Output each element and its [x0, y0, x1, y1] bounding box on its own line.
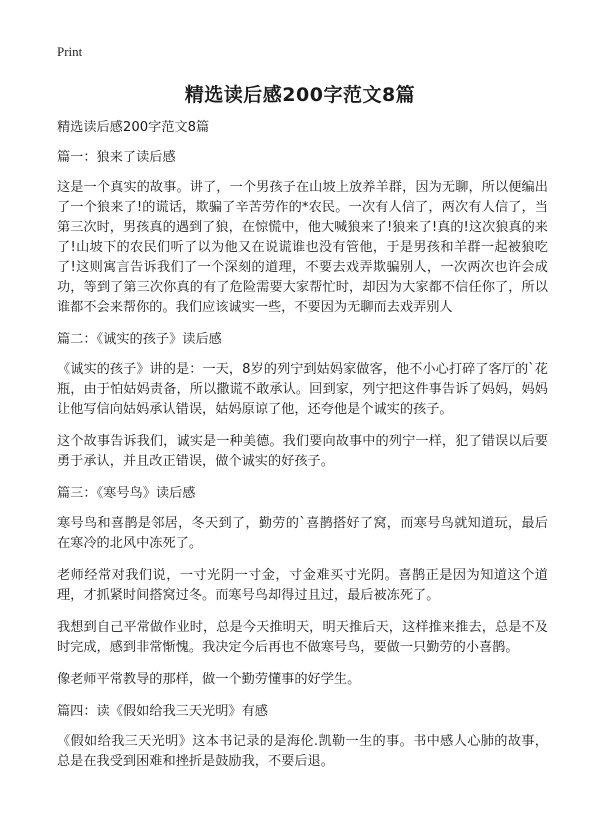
section-4-heading: 篇四：读《假如给我三天光明》有感 — [57, 704, 268, 719]
document-body — [57, 118, 548, 784]
section-2-paragraph: 这个故事告诉我们，诚实是一种美德。我们要向故事中的列宁一样，犯了错误以后要勇于承认，并且改正错误，做个诚实的好孩子。 — [57, 434, 548, 469]
document-title: 精选读后感200字范文8篇 — [184, 84, 416, 106]
section-2-paragraph: 《诚实的孩子》讲的是：一天，8岁的列宁到姑妈家做客，他不小心打碎了客厅的`花瓶，由于怕姑妈责备，所以撒谎不敢承认。回到家，列宁把这件事告诉了妈妈，妈妈让他写信向姑妈承认错误，姑妈原谅了他，还夸他是个诚实的孩子。 — [57, 362, 548, 417]
section-4-paragraph: 《假如给我三天光明》这本书记录的是海伦.凯勒一生的事。书中感人心肺的故事，总是在我受到困难和挫折是鼓励我，不要后退。 — [57, 734, 548, 769]
section-1-paragraph: 这是一个真实的故事。讲了，一个男孩子在山坡上放养羊群，因为无聊，所以便编出了一个狼来了!的谎话，欺骗了辛苦劳作的*农民。一次有人信了，两次有人信了，当第三次时，男孩真的遇到了狼，在惊慌中，他大喊狼来了!狼来了!真的!这次狼真的来了!山坡下的农民们听了以为他又在说谎谁也没有管他，于是男孩和羊群一起被狼吃了!这则寓言告诉我们了一个深刻的道理，不要去戏弄欺骗别人，一次两次也许会成功，等到了第三次你真的有了危险需要大家帮忙时，却因为大家都不信任你了，所以谁都不会来帮你的。我们应该诚实一些，不要因为无聊而去戏弄别人 — [57, 180, 548, 315]
section-2-heading: 篇二：《诚实的孩子》读后感 — [57, 332, 222, 347]
print-link[interactable]: Print — [57, 44, 83, 59]
section-3-paragraph: 我想到自己平常做作业时，总是今天推明天，明天推后天，这样推来推去，总是不及时完成，感到非常惭愧。我决定今后再也不做寒号鸟，要做一只勤劳的小喜鹊。 — [57, 620, 548, 655]
section-3-heading: 篇三：《寒号鸟》读后感 — [57, 486, 196, 501]
section-3-paragraph: 老师经常对我们说，一寸光阴一寸金，寸金难买寸光阴。喜鹊正是因为知道这个道理，才抓紧时间搭窝过冬。而寒号鸟却得过且过，最后被冻死了。 — [57, 568, 548, 603]
section-3-paragraph: 寒号鸟和喜鹊是邻居，冬天到了，勤劳的`喜鹊搭好了窝，而寒号鸟就知道玩，最后在寒冷的北风中冻死了。 — [57, 516, 548, 551]
section-1-heading: 篇一：狼来了读后感 — [57, 150, 176, 165]
section-3-paragraph: 像老师平常教导的那样，做一个勤劳懂事的好学生。 — [57, 672, 361, 687]
document-subtitle: 精选读后感200字范文8篇 — [57, 120, 210, 135]
